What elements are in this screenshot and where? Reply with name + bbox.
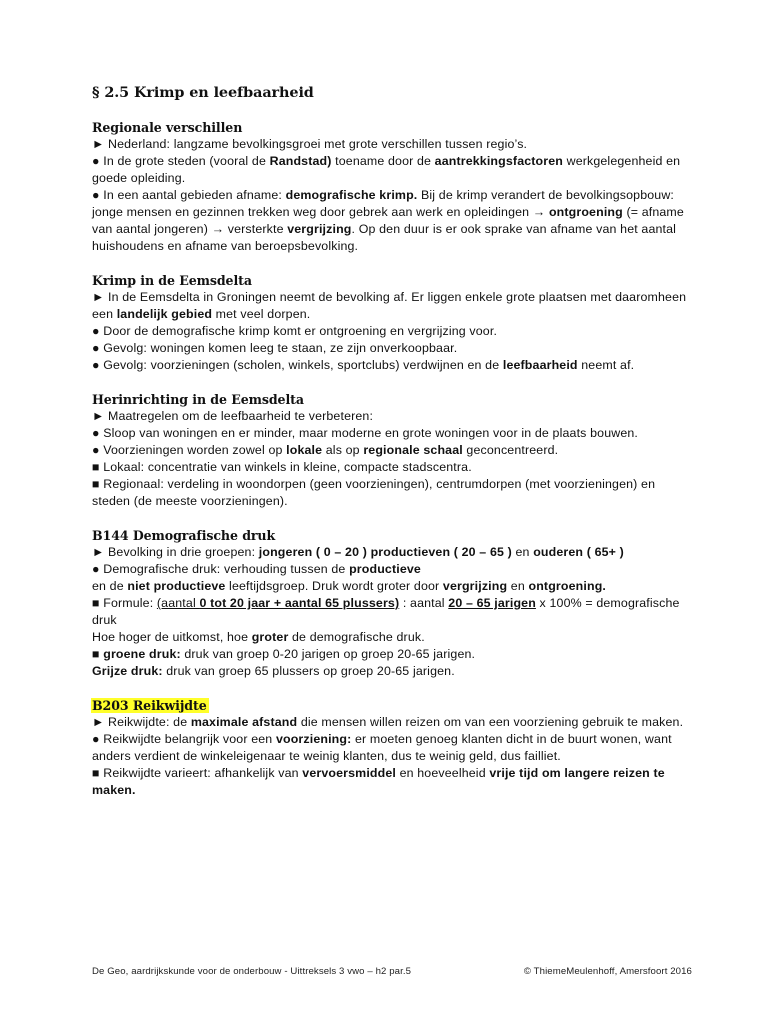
text-run: werkgelegenheid en goede opleiding. xyxy=(92,154,681,185)
emphasis-run: 0 tot 20 jaar + aantal 65 plussers) xyxy=(199,596,400,610)
emphasis-run: jongeren ( 0 – 20 ) productieven ( 20 – 65 ) xyxy=(258,545,512,559)
text-run: druk van groep 65 plussers op groep 20-65 jarigen. xyxy=(162,664,455,678)
paragraph xyxy=(92,408,692,425)
sections-container xyxy=(92,119,692,799)
paragraph xyxy=(92,187,692,255)
paragraph xyxy=(92,153,692,187)
text-run: Hoe hoger de uitkomst, hoe xyxy=(92,630,252,644)
paragraph xyxy=(92,578,692,595)
emphasis-run: voorziening: xyxy=(275,732,352,746)
section xyxy=(92,697,692,799)
paragraph xyxy=(92,357,692,374)
emphasis-run: ouderen ( 65+ ) xyxy=(533,545,624,559)
emphasis-run: leefbaarheid xyxy=(502,358,578,372)
paragraph xyxy=(92,340,692,357)
section xyxy=(92,391,692,510)
emphasis-run: Grijze druk: xyxy=(92,664,163,678)
text-run: geconcentreerd. xyxy=(462,443,559,457)
paragraph xyxy=(92,629,692,646)
section-heading-text: Regionale verschillen xyxy=(92,120,243,135)
emphasis-run: vrije tijd om langere reizen te maken. xyxy=(92,766,665,797)
emphasis-run: aantrekkingsfactoren xyxy=(434,154,563,168)
paragraph xyxy=(92,561,692,578)
text-run: toename door de xyxy=(331,154,435,168)
section-heading xyxy=(92,527,692,544)
text-run: ● Reikwijdte belangrijk voor een xyxy=(92,732,276,746)
paragraph xyxy=(92,595,692,629)
paragraph xyxy=(92,663,692,680)
footer-source: De Geo, aardrijkskunde voor de onderbouw - Uittreksels 3 vwo – h2 par.5 xyxy=(92,966,412,977)
emphasis-run: ■ groene druk: xyxy=(92,647,181,661)
paragraph xyxy=(92,289,692,323)
emphasis-run: landelijk gebied xyxy=(116,307,213,321)
text-run: als op xyxy=(322,443,364,457)
section-heading xyxy=(92,119,692,136)
section-heading xyxy=(92,697,692,714)
emphasis-run: ontgroening xyxy=(548,205,623,219)
emphasis-run: regionale schaal xyxy=(363,443,463,457)
paragraph xyxy=(92,646,692,663)
section xyxy=(92,119,692,255)
text-run: ● Sloop van woningen en er minder, maar moderne en grote woningen voor in de plaats bouwen. xyxy=(92,426,639,440)
emphasis-run: vervoersmiddel xyxy=(302,766,396,780)
text-run: x 100% = demografische druk xyxy=(92,596,680,627)
text-run: ● In een aantal gebieden afname: xyxy=(92,188,286,202)
text-run: ► Bevolking in drie groepen: xyxy=(92,545,259,559)
text-run: (= afname van aantal jongeren) xyxy=(92,205,684,236)
text-run: ● Door de demografische krimp komt er ontgroening en vergrijzing voor. xyxy=(92,324,498,338)
text-run: → xyxy=(532,205,549,219)
text-run: er moeten genoeg klanten dicht in de buurt wonen, want anders verdient de winkeleigenaar te weinig klanten, dus te weinig geld, dus failliet. xyxy=(92,732,672,763)
paragraph xyxy=(92,731,692,765)
paragraph xyxy=(92,714,692,731)
text-run: ■ Lokaal: concentratie van winkels in kleine, compacte stadscentra. xyxy=(92,460,472,474)
text-run: en xyxy=(507,579,529,593)
section-heading-text: B203 Reikwijdte xyxy=(92,698,207,713)
text-run: druk van groep 0-20 jarigen op groep 20-65 jarigen. xyxy=(180,647,476,661)
paragraph xyxy=(92,476,692,510)
emphasis-run: Randstad) xyxy=(269,154,332,168)
emphasis-run: maximale afstand xyxy=(190,715,298,729)
emphasis-run: (aantal xyxy=(156,596,200,610)
document-page xyxy=(92,84,692,816)
paragraph xyxy=(92,136,692,153)
emphasis-run: demografische krimp. xyxy=(285,188,418,202)
text-run: ● Voorzieningen worden zowel op xyxy=(92,443,287,457)
section-heading-text: B144 Demografische druk xyxy=(92,528,276,543)
text-run: en hoeveelheid xyxy=(396,766,490,780)
paragraph xyxy=(92,425,692,442)
text-run: ■ Formule: xyxy=(92,596,157,610)
emphasis-run: vergrijzing xyxy=(287,222,352,236)
footer-copyright: © ThiemeMeulenhoff, Amersfoort 2016 xyxy=(523,966,692,977)
text-run: ► In de Eemsdelta in Groningen neemt de bevolking af. Er liggen enkele grote plaatsen met daaromheen een xyxy=(92,290,687,321)
emphasis-run: 20 – 65 jarigen xyxy=(448,596,536,610)
text-run: ● Gevolg: voorzieningen (scholen, winkels, sportclubs) verdwijnen en de xyxy=(92,358,503,372)
text-run: ► Nederland: langzame bevolkingsgroei met grote verschillen tussen regio’s. xyxy=(92,137,528,151)
text-run: met veel dorpen. xyxy=(212,307,311,321)
paragraph xyxy=(92,459,692,476)
text-run: : aantal xyxy=(399,596,449,610)
paragraph xyxy=(92,765,692,799)
text-run: ► Maatregelen om de leefbaarheid te verbeteren: xyxy=(92,409,374,423)
paragraph xyxy=(92,323,692,340)
emphasis-run: groter xyxy=(251,630,289,644)
section-heading-text: Krimp in de Eemsdelta xyxy=(92,273,252,288)
paragraph xyxy=(92,442,692,459)
text-run: die mensen willen reizen om van een voorziening gebruik te maken. xyxy=(297,715,684,729)
text-run: ■ Reikwijdte varieert: afhankelijk van xyxy=(92,766,303,780)
text-run: en xyxy=(511,545,534,559)
text-run: → xyxy=(211,222,225,236)
section xyxy=(92,272,692,374)
text-run: Bij de krimp verandert de bevolkingsopbouw: jonge mensen en gezinnen trekken weg door gebrek aan werk en opleidingen xyxy=(92,188,675,219)
emphasis-run: lokale xyxy=(286,443,323,457)
text-run: ► Reikwijdte: de xyxy=(92,715,191,729)
section-heading xyxy=(92,272,692,289)
emphasis-run: vergrijzing xyxy=(442,579,508,593)
emphasis-run: ontgroening. xyxy=(528,579,607,593)
text-run: leeftijdsgroep. Druk wordt groter door xyxy=(225,579,443,593)
page-footer xyxy=(92,966,692,977)
text-run: de demografische druk. xyxy=(288,630,425,644)
paragraph xyxy=(92,544,692,561)
section xyxy=(92,527,692,680)
text-run: ● In de grote steden (vooral de xyxy=(92,154,270,168)
emphasis-run: productieve xyxy=(349,562,421,576)
section-heading xyxy=(92,391,692,408)
text-run: . Op den duur is er ook sprake van afname van het aantal huishoudens en afname van beroepsbevolking. xyxy=(92,222,677,253)
text-run: ■ Regionaal: verdeling in woondorpen (geen voorzieningen), centrumdorpen (met voorzieningen) en steden (de meeste voorzieningen). xyxy=(92,477,656,508)
text-run: neemt af. xyxy=(577,358,635,372)
text-run: ● Gevolg: woningen komen leeg te staan, ze zijn onverkoopbaar. xyxy=(92,341,458,355)
text-run: ● Demografische druk: verhouding tussen de xyxy=(92,562,350,576)
section-heading-text: Herinrichting in de Eemsdelta xyxy=(92,392,304,407)
emphasis-run: niet productieve xyxy=(127,579,226,593)
text-run: versterkte xyxy=(224,222,288,236)
text-run: en de xyxy=(92,579,128,593)
page-title: § 2.5 Krimp en leefbaarheid xyxy=(92,84,314,101)
